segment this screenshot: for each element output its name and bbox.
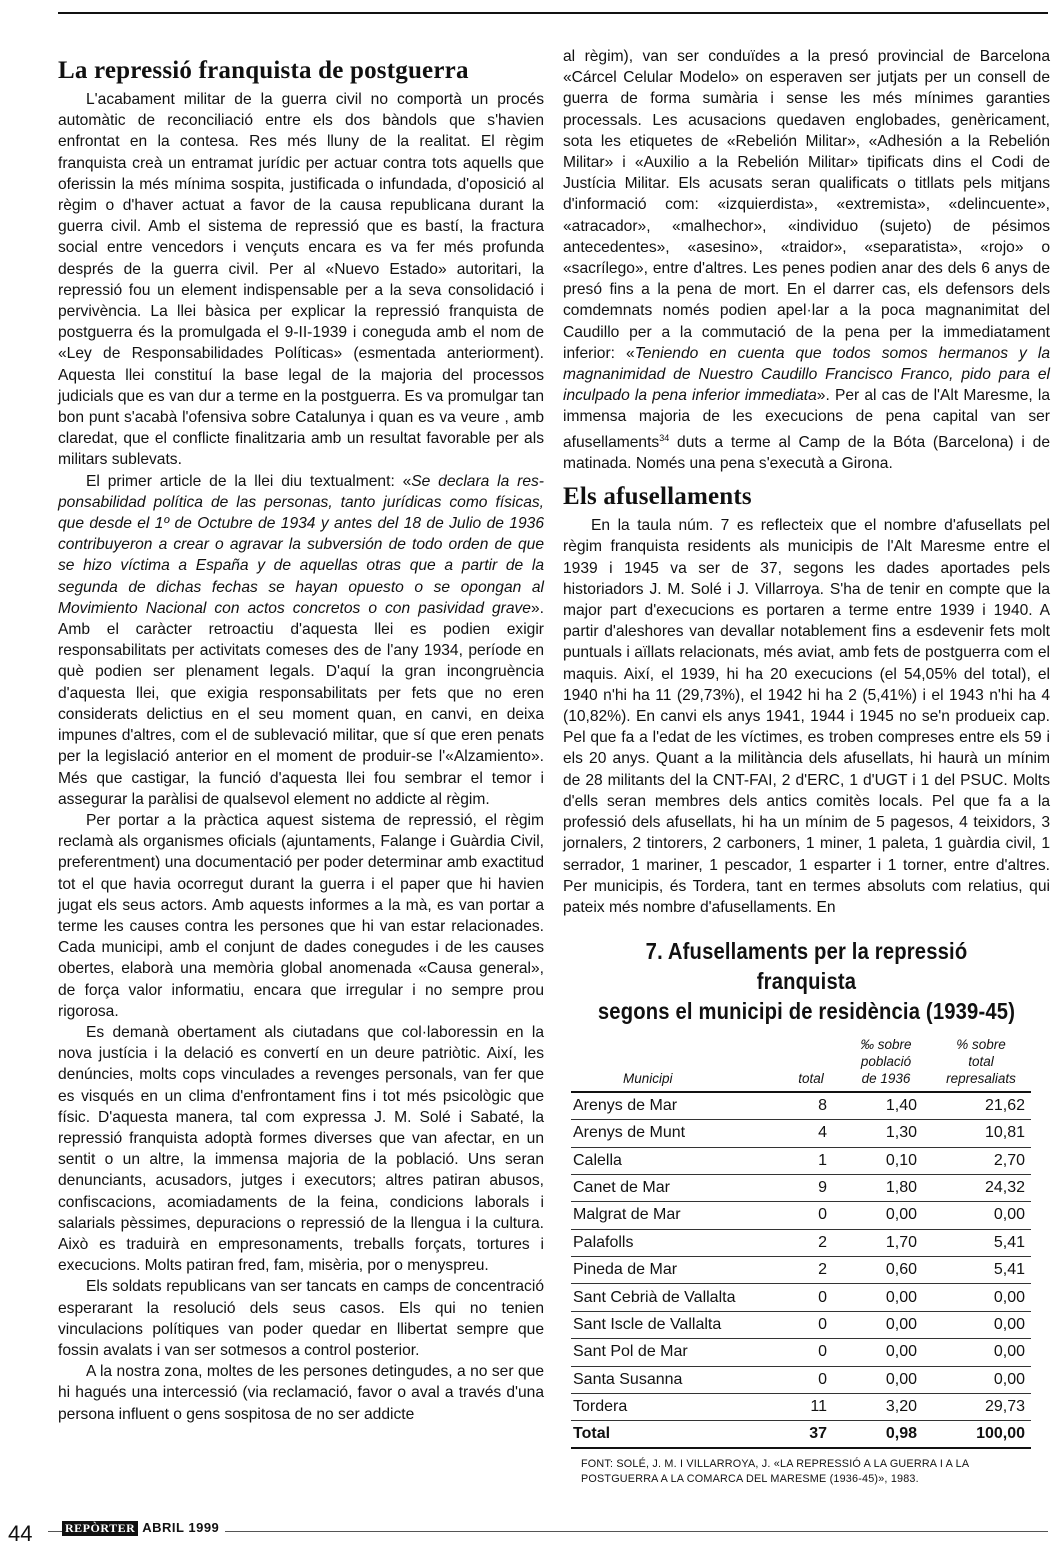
paragraph-continued-c: duts a terme al Camp de la Bóta (Barcelona) i de matinada. Només una pena s'executà a Girona. [563,433,1050,473]
cell-municipi: Palafolls [571,1229,781,1256]
magazine-logo: REPÒRTER [62,1521,138,1536]
total-count: 37 [781,1421,841,1449]
cell-total: 8 [781,1092,841,1120]
cell-percent: 0,00 [931,1311,1031,1338]
paragraph-6: A la nostra zona, moltes de les persones detingudes, a no ser que hi hagués una intercessió (via reclamació, favor o aval a través d'una persona influent o gens sospitosa de no ser addicte [58,1363,544,1423]
cell-municipi: Arenys de Munt [571,1120,781,1147]
cell-percent: 0,00 [931,1339,1031,1366]
table-title-line2: segons el municipi de residència (1939-45) [597,998,1016,1025]
issue-date: ABRIL 1999 [142,1520,220,1535]
cell-per-mil: 1,40 [841,1092,931,1120]
cell-municipi: Malgrat de Mar [571,1202,781,1229]
cell-percent: 0,00 [931,1366,1031,1393]
table-row [571,1284,1031,1311]
cell-percent: 29,73 [931,1394,1031,1421]
cell-total: 11 [781,1394,841,1421]
table-row [571,1339,1031,1366]
cell-municipi: Pineda de Mar [571,1257,781,1284]
header-total: total [781,1036,841,1092]
top-rule [58,12,1048,14]
paragraph-continued [563,46,1050,474]
table-total-row [571,1421,1031,1449]
section-heading-executions: Els afusellaments [563,483,752,511]
paragraph-5: Els soldats republicans van ser tancats en camps de concentració esperarant la resolució dels seus casos. Els qui no tenien vinculacions polítiques van poder quedar en llibertat sempre que fossin avalats i van ser sotmesos a control posterior. [58,1278,544,1359]
table-body [571,1092,1031,1448]
paragraph-4: Es demanà obertament als ciutadans que col·laboressin en la nova justícia i la delació es convertí en un deure patriòtic. Així, les denúncies, molts cops vinculades a revenges personals, van fer que es visqués en un clima d'enfrontament fins i tot més psicològic que físic. D'aquesta manera, tal com expressa J. M. Solé i Sabaté, la repressió franquista adoptà formes diverses que van afectar, en un sentit o un altre, la immensa majoria de la població. Uns seran denunciants, acusadors, jutges i executors; altres patiran abusos, confiscacions, acomiadaments de la feina, condicions laborals i salarials pèssimes, depuracions o repressió de la llengua i la cultura. Això es traduirà en empresonaments, treballs forçats, tortures i execucions. Molts patiran fred, fam, misèria, por o menyspreu. [58,1023,544,1275]
cell-total: 1 [781,1147,841,1174]
cell-per-mil: 0,10 [841,1147,931,1174]
cell-total: 2 [781,1257,841,1284]
paragraph-2 [58,471,544,810]
cell-municipi: Santa Susanna [571,1366,781,1393]
cell-per-mil: 0,60 [841,1257,931,1284]
cell-per-mil: 1,70 [841,1229,931,1256]
table-source [581,1457,1050,1487]
source-line2: POSTGUERRA A LA COMARCA DEL MARESME (1936-45)», 1983. [581,1473,919,1486]
cell-total: 0 [781,1311,841,1338]
left-column [58,46,544,1425]
cell-per-mil: 1,30 [841,1120,931,1147]
cell-municipi: Sant Iscle de Vallalta [571,1311,781,1338]
cell-municipi: Arenys de Mar [571,1092,781,1120]
cell-municipi: Sant Cebrià de Vallalta [571,1284,781,1311]
source-line1: FONT: SOLÉ, J. M. I VILLARROYA, J. «LA REPRESSIÓ A LA GUERRA I A LA [581,1458,970,1471]
header-percent-1: % sobre [956,1037,1006,1053]
paragraph-1: L'acabament militar de la guerra civil no comportà un procés automàtic de reconciliació entre els dos bàndols que s'havien enfrontat en la contesa. Res més lluny de la realitat. El règim franquista creà un entramat jurídic per actuar contra tots aquells que oferissin la més mínima sospita, justificada o infundada, d'oposició al règim o d'haver actuat a favor de la causa republicana durant la guerra civil. Amb el sistema de repressió que es bastí, la fractura social entre vencedors i vençuts encara es va fer més profunda després de la guerra civil. Per al «Nuevo Estado» autoritari, la repressió fou un element indispensable per a la seva consolidació i pervivència. La llei bàsica per explicar la repressió franquista de postguerra és la promulgada el 9-II-1939 i coneguda amb el nom de «Ley de Responsabilidades Políticas» (esmentada anteriorment). Aquesta llei constituí la base legal de la majoria del processos judicials que es van dur a terme en la postguerra. Es va promulgar tan bon punt s'acabà l'ofensiva sobre Catalunya i quan es va veure , amb claredat, que el conflicte finalitzaria amb un resultat favorable per als militars sublevats. [58,91,544,469]
plea-quote: Teniendo en cuenta que todos somos hermanos y la magnanimidad de Nuestro Caudillo Francisco Franco, pido para el inculpado la pena inferior immediata [563,344,1050,405]
total-per-mil: 0,98 [841,1421,931,1449]
table-row [571,1147,1031,1174]
law-quote: Se declara la responsabilidad política de las personas, tanto jurídicas como físicas, que desde el 1º de Octubre de 1934 y antes del 18 de Julio de 1936 contribuyeron a crear o agravar la subversión de todo orden de que se hizo víctima a España y de aquellas otras que a partir de la segunda de dichas fechas se hayan opuesto o se opongan al Movimiento Nacional con actos concretos o con pasividad grave [58,472,544,617]
table-title [597,936,1016,1026]
paragraph-executions: En la taula núm. 7 es reflecteix que el nombre d'afusellats pel règim franquista residents als municipis de l'Alt Maresme entre el 1939 i 1945 va ser de 37, segons les dades aportades pels historiadors J. M. Solé i J. Villarroya. S'ha de tenir en compte que la major part d'execucions es portaren a terme entre 1939 i 1940. A partir d'aleshores van devallar notablement fins a esdevenir fets molt puntuals i aïllats relacionats, més aviat, amb fets de postguerra com el maquis. Així, el 1939, hi ha 20 execucions (el 54,05% del total), el 1940 n'hi ha 11 (29,73%), el 1942 hi ha 2 (5,41%) i el 1943 n'hi ha 4 (10,82%). En canvi els anys 1941, 1944 i 1945 no se'n produeix cap. Pel que fa a l'edat de les víctimes, es troben compreses entre els 59 i els 20 anys. Quant a la militància dels afusellats, hi haurà un mínim de 28 militants del la CNT-FAI, 2 d'ERC, 1 d'UGT i 1 del PSUC. Molts d'ells seran membres dels antics comitès locals. Pel que fa a la professió dels afusellats, hi ha un mínim de 5 pagesos, 4 teixidors, 3 jornalers, 2 tintorers, 2 carboners, 1 miner, 1 paleta, 1 guàrdia civil, 1 serrador, 1 mariner, 1 pescador, 1 esparter i 1 torner, entre d'altres. Per municipis, és Tordera, tant en termes absoluts com relatius, qui pateix més nombre d'afusellaments. En [563,517,1050,916]
cell-municipi: Calella [571,1147,781,1174]
cell-per-mil: 0,00 [841,1311,931,1338]
cell-total: 2 [781,1229,841,1256]
cell-total: 0 [781,1366,841,1393]
cell-percent: 0,00 [931,1202,1031,1229]
cell-percent: 5,41 [931,1229,1031,1256]
cell-percent: 0,00 [931,1284,1031,1311]
cell-per-mil: 0,00 [841,1202,931,1229]
cell-per-mil: 1,80 [841,1174,931,1201]
cell-percent: 5,41 [931,1257,1031,1284]
paragraph-2-intro: El primer article de la llei diu textualment: « [86,472,412,490]
paragraph-continued-b: ». Per al cas de l'Alt Maresme, la immensa majoria de les execucions de pena capital van ser afusellaments [563,387,1050,451]
right-column [563,46,1050,1487]
header-per-mil [841,1036,931,1092]
cell-percent: 21,62 [931,1092,1031,1120]
cell-percent: 10,81 [931,1120,1031,1147]
table-row [571,1311,1031,1338]
cell-total: 9 [781,1174,841,1201]
header-percent-2: total [968,1054,994,1070]
page-number: 44 [8,1521,33,1546]
cell-total: 0 [781,1284,841,1311]
table-row [571,1366,1031,1393]
magazine-masthead [62,1520,225,1536]
table-row [571,1202,1031,1229]
header-per-mil-2: població [860,1054,912,1070]
header-per-mil-3: de 1936 [861,1071,911,1087]
table-row [571,1120,1031,1147]
page-footer [0,1519,1064,1554]
cell-total: 4 [781,1120,841,1147]
total-percent: 100,00 [931,1421,1031,1449]
cell-percent: 2,70 [931,1147,1031,1174]
section-heading-repression: La repressió franquista de postguerra [58,57,469,84]
header-per-mil-1: ‰ sobre [860,1037,912,1053]
total-label: Total [571,1421,781,1449]
cell-municipi: Tordera [571,1394,781,1421]
cell-per-mil: 0,00 [841,1284,931,1311]
cell-per-mil: 0,00 [841,1339,931,1366]
table-title-line1: 7. Afusellaments per la repressió franquista [645,938,968,995]
header-percent [931,1036,1031,1092]
header-municipi: Municipi [571,1036,781,1092]
cell-percent: 24,32 [931,1174,1031,1201]
table-row [571,1092,1031,1120]
cell-total: 0 [781,1339,841,1366]
paragraph-3: Per portar a la pràctica aquest sistema de repressió, el règim reclamà als organismes oficials (ajuntaments, Falange i Guàrdia Civil, preferentment) una documentació per poder determinar amb exactitud tot el que havia ocorregut durant la guerra i el paper que hi havien jugat els seus actors. Amb aquests informes a la mà, es van portar a terme les causes contra les persones que hi van estar relacionades. Cada municipi, amb el conjunt de dades conegudes i de les causes obertes, elaborà una memòria global anomenada «Causa general», de força valor informatiu, encara que irregular i no sempre prou rigorosa. [58,811,544,1020]
cell-municipi: Sant Pol de Mar [571,1339,781,1366]
cell-total: 0 [781,1202,841,1229]
cell-per-mil: 0,00 [841,1366,931,1393]
table-row [571,1257,1031,1284]
table-row [571,1394,1031,1421]
executions-table [571,1036,1031,1449]
cell-per-mil: 3,20 [841,1394,931,1421]
cell-municipi: Canet de Mar [571,1174,781,1201]
paragraph-continued-a: al règim), van ser conduïdes a la presó provincial de Barcelona «Cárcel Celular Modelo» on esperaven ser jutjats per un consell de guerra de forma sumària i sense les més mínimes garanties processals. Les acusacions quedaven englobades, genèricament, sota les etiquetes de «Rebelión Militar», «Adhesión a la Rebelión Militar» i «Auxilio a la Rebelión Militar» tipificats dins el Codi de Justícia Militar. Els acusats seran qualificats o titllats pels mitjans d'informació com: «izquierdista», «extremista», «delincuente», «atracador», «malhechor», «individuo (sujeto) de pésimos antecedentes», «asesino», «traidor», «separatista», «rojo» o «sacrílego», entre d'altres. Les penes podien anar des dels 6 anys de presó fins a la pena de mort. En el darrer cas, els defensors dels comdemnats només podien apel·lar a la poca magnanimitat del Caudillo per a la commutació de la pena per la immediatament inferior: « [563,48,1050,362]
paragraph-2-rest: ». Amb el caràcter retroactiu d'aquesta llei es podien exigir responsabilitats per activitats comeses des de l'any 1934, període en què podien ser plenament legals. D'aquí la gran incongruència d'aquesta llei, que exigia responsabilitats per fets que no eren considerats delictius en el seu moment quan, en canvi, en deixa impunes d'altres, com el de sublevació militar, que sí que eren penats per la legislació anterior en el moment de produir-se l'«Alzamiento». Més que castigar, la funció d'aquesta llei fou sembrar el temor i assegurar la paràlisi de qualsevol element no addicte al règim. [58,599,544,808]
table-row [571,1174,1031,1201]
footnote-ref: 34 [659,432,670,443]
table-row [571,1229,1031,1256]
header-percent-3: represaliats [946,1071,1016,1087]
table-header-row [571,1036,1031,1092]
